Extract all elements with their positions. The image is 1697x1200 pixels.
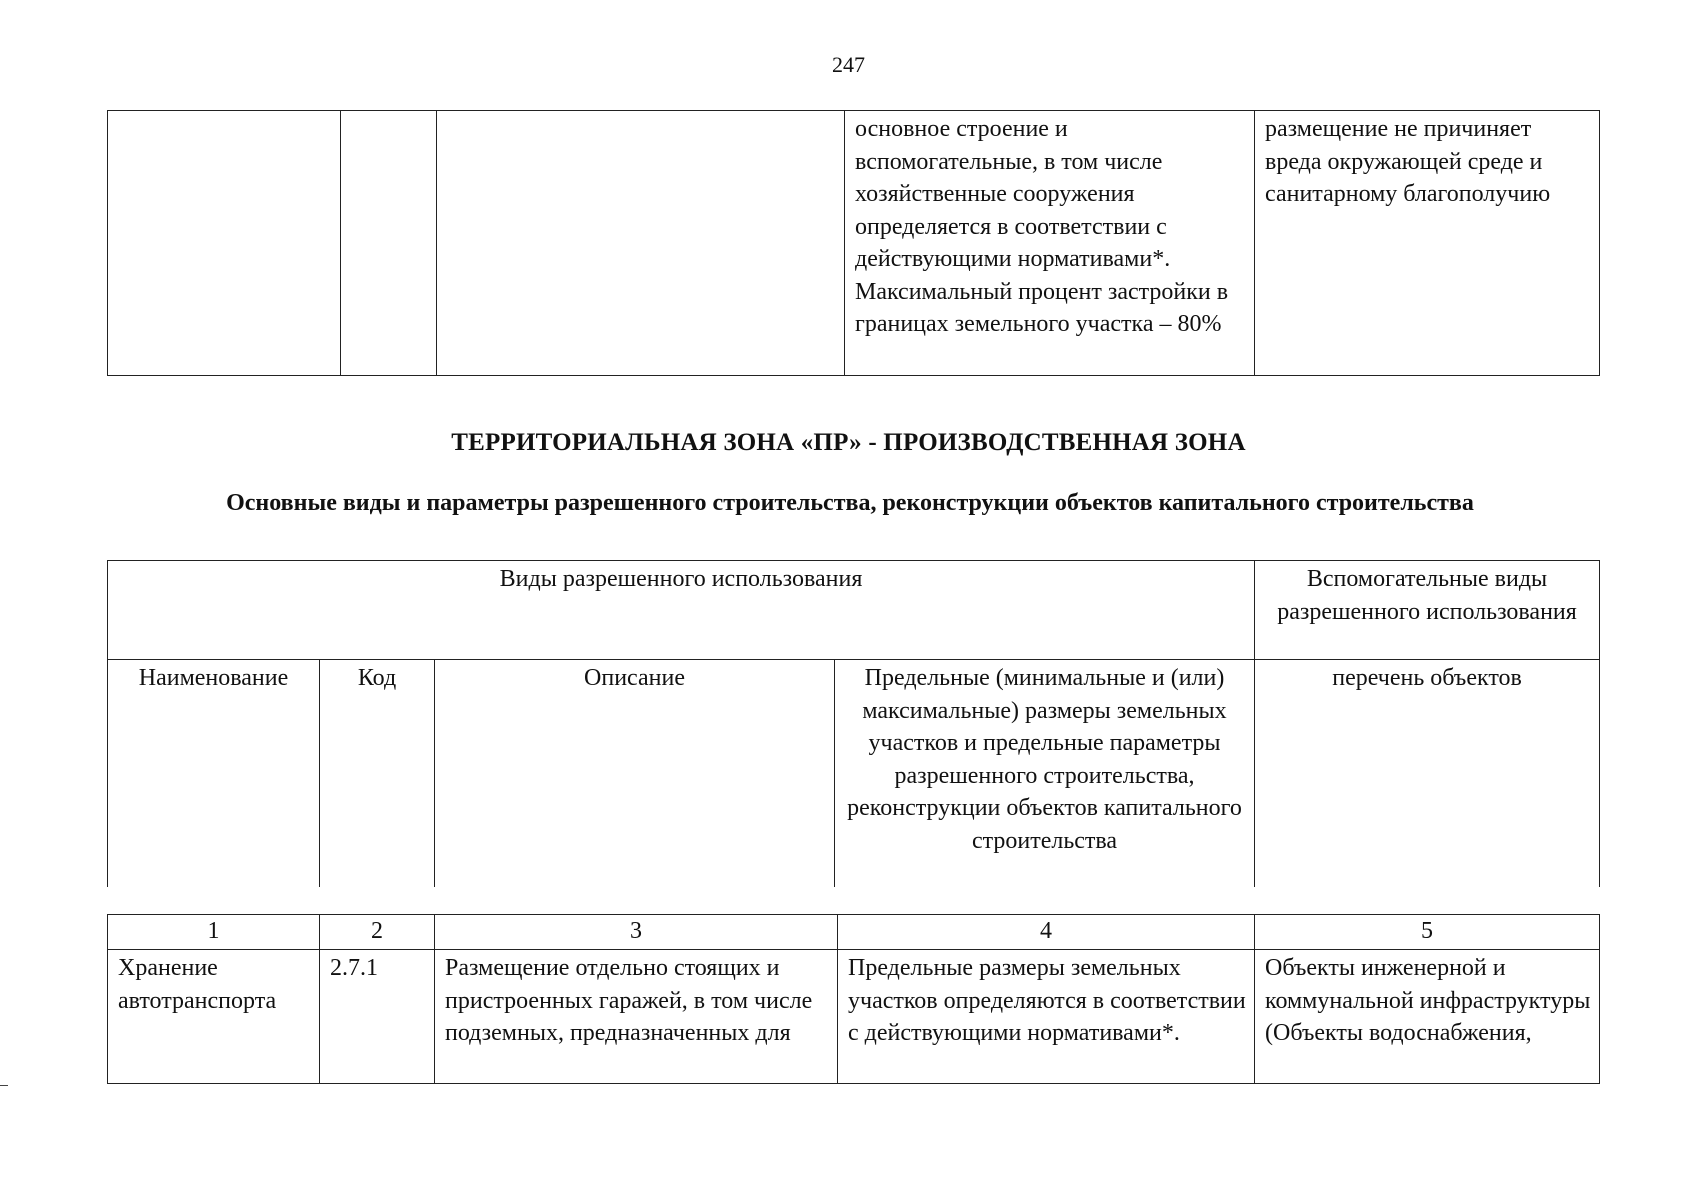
use-objects-cell: Объекты инженерной и коммунальной инфраструктуры (Объекты водоснабжения, <box>1255 950 1600 1084</box>
use-limits-cell: Предельные размеры земельных участков определяются в соответствии с действующими нормативами*. <box>838 950 1255 1084</box>
table-row <box>108 111 1600 376</box>
use-code-cell: 2.7.1 <box>320 950 435 1084</box>
column-number: 3 <box>435 915 838 950</box>
data-table <box>107 914 1600 1084</box>
column-number: 4 <box>838 915 1255 950</box>
continued-table <box>107 110 1600 376</box>
column-number: 1 <box>108 915 320 950</box>
zone-title: ТЕРРИТОРИАЛЬНАЯ ЗОНА «ПР» - ПРОИЗВОДСТВЕННАЯ ЗОНА <box>451 429 1246 456</box>
table-cell-empty <box>437 111 845 376</box>
column-header-description: Описание <box>435 660 835 888</box>
table-row <box>108 561 1600 660</box>
column-number: 5 <box>1255 915 1600 950</box>
table-row <box>108 660 1600 888</box>
column-header-code: Код <box>320 660 435 888</box>
zone-subtitle: Основные виды и параметры разрешенного строительства, реконструкции объектов капитального строительства <box>226 490 1474 516</box>
column-header-limits: Предельные (минимальные и (или) максимальные) размеры земельных участков и предельные параметры разрешенного строительства, реконструкции объектов капитального строительства <box>835 660 1255 888</box>
table-row <box>108 915 1600 950</box>
header-table <box>107 560 1600 887</box>
table-row <box>108 950 1600 1084</box>
table-cell-empty <box>108 111 341 376</box>
margin-mark <box>0 1085 8 1086</box>
column-header-name: Наименование <box>108 660 320 888</box>
column-header-objects: перечень объектов <box>1255 660 1600 888</box>
use-name-cell: Хранение автотранспорта <box>108 950 320 1084</box>
page-number: 247 <box>832 52 865 77</box>
table-cell-empty <box>341 111 437 376</box>
use-description-cell: Размещение отдельно стоящих и пристроенных гаражей, в том числе подземных, предназначенных для <box>435 950 838 1084</box>
column-number: 2 <box>320 915 435 950</box>
limits-cell: основное строение и вспомогательные, в том числе хозяйственные сооружения определяется в соответствии с действующими нормативами*. Максимальный процент застройки в границах земельного участка – 80% <box>845 111 1255 376</box>
permitted-uses-header: Виды разрешенного использования <box>108 561 1255 660</box>
objects-cell: размещение не причиняет вреда окружающей среде и санитарному благополучию <box>1255 111 1600 376</box>
auxiliary-uses-header: Вспомогательные виды разрешенного использования <box>1255 561 1600 660</box>
